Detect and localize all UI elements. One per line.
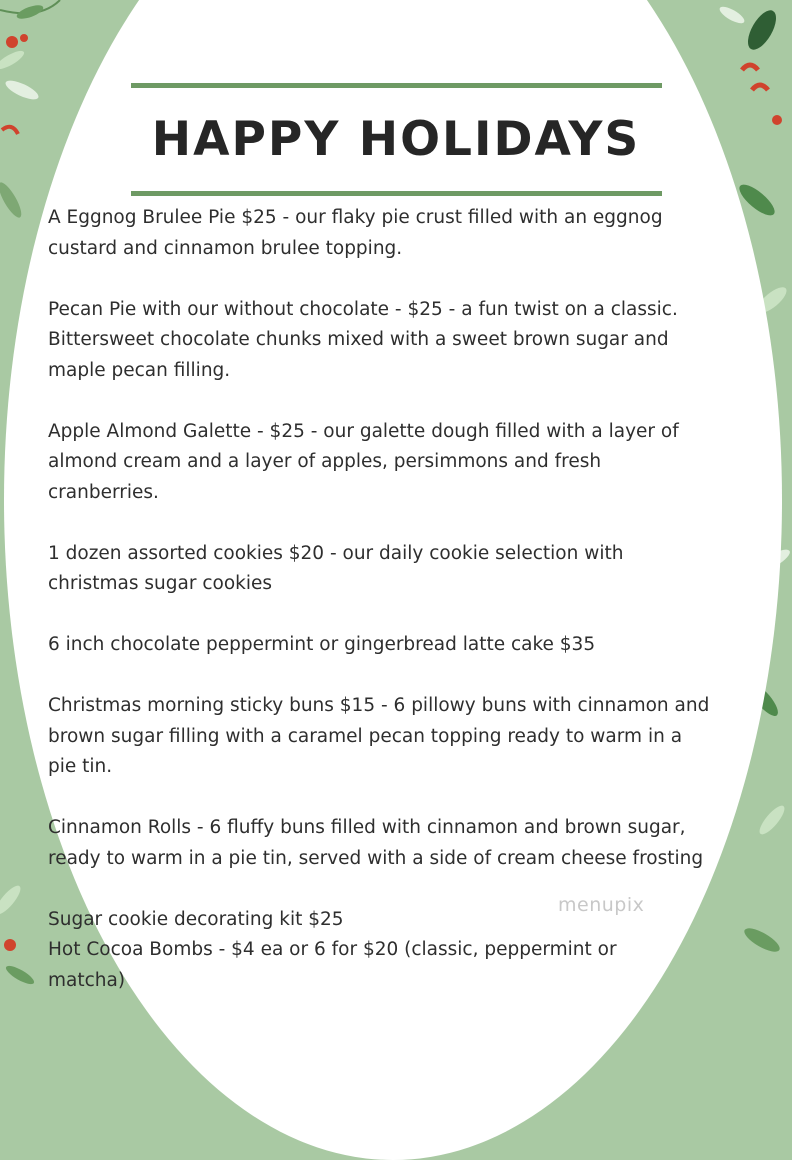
title-top-rule [131, 83, 662, 88]
title-bottom-rule [131, 191, 662, 196]
page-title: HAPPY HOLIDAYS [151, 112, 641, 167]
menu-item-pecan-pie: Pecan Pie with our without chocolate - $25 - a fun twist on a classic. Bittersweet chocolate chunks mixed with a sweet brown sugar and maple pecan filling. [48, 298, 678, 381]
menu-list [48, 203, 748, 996]
menu-item-eggnog-brulee-pie: A Eggnog Brulee Pie $25 - our flaky pie crust filled with an eggnog custard and cinnamon brulee topping. [48, 207, 663, 259]
menu-item-latte-cake: 6 inch chocolate peppermint or gingerbread latte cake $35 [48, 634, 596, 655]
menu-item-cinnamon-rolls: Cinnamon Rolls - 6 fluffy buns filled with cinnamon and brown sugar, ready to warm in a pie tin, served with a side of cream cheese frosting [48, 817, 704, 869]
menu-item-cookie-kit-and-cocoa-bombs: Sugar cookie decorating kit $25 Hot Cocoa Bombs - $4 ea or 6 for $20 (classic, peppermint or matcha) [48, 908, 617, 991]
menu-item-sticky-buns: Christmas morning sticky buns $15 - 6 pillowy buns with cinnamon and brown sugar filling with a caramel pecan topping ready to warm in a pie tin. [48, 695, 710, 777]
menu-item-apple-almond-galette: Apple Almond Galette - $25 - our galette dough filled with a layer of almond cream and a layer of apples, persimmons and fresh cranberries. [48, 420, 679, 503]
watermark: menupix [558, 894, 645, 916]
menu-item-assorted-cookies: 1 dozen assorted cookies $20 - our daily cookie selection with christmas sugar cookies [48, 542, 624, 594]
